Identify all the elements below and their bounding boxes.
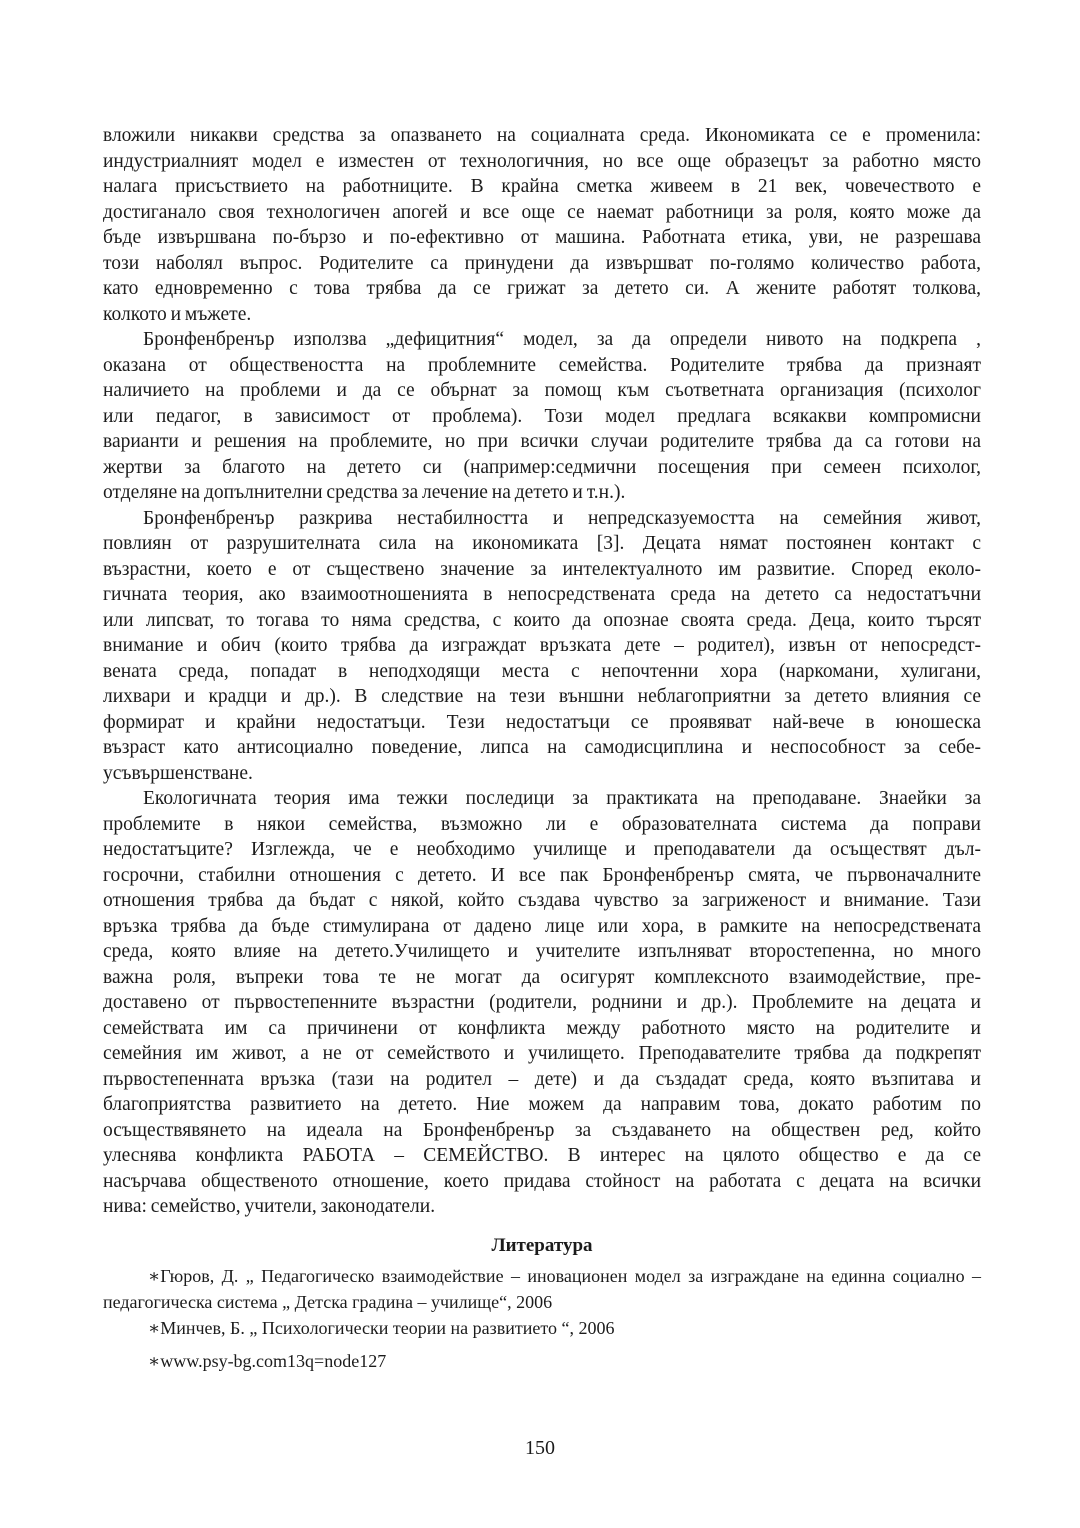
body-line: улеснява конфликта РАБОТА – СЕМЕЙСТВО. В интерес на цялото общество е да се: [103, 1145, 981, 1166]
body-line: Бронфенбренър разкрива нестабилността и непредсказуемостта на семейния живот,: [143, 507, 981, 529]
body-line: повлиян от разрушителната сила на икономиката [3]. Децата нямат постоянен контакт с: [103, 533, 981, 554]
body-line: отношения трябва да бъдат с някой, който създава чувство за загриженост и внимание. Тази: [103, 890, 981, 911]
body-line: проблемите в някои семейства, възможно ли е образователната система да поправи: [103, 813, 981, 835]
body-line: Екологичната теория има тежки последици за практиката на преподаване. Знаейки за: [143, 788, 981, 809]
body-line: колкото и мъжете.: [103, 303, 252, 325]
body-line: усъвършенстване.: [103, 762, 253, 784]
body-line: индустриалният модел е изместен от технологичния, но все още образецът за работно място: [103, 150, 981, 172]
body-line: или педагог, в зависимост от проблема). Този модел предлага всякакви компромисни: [103, 405, 981, 427]
body-line: вложили никакви средства за опазването на социалната среда. Икономиката се е променила:: [103, 125, 981, 146]
body-line: достиганало своя технологичен апогей и все още се наемат работници за роля, която може да: [103, 201, 981, 223]
literature-section: [103, 1233, 981, 1374]
body-text: [103, 123, 981, 1220]
body-line: семействата им са причинени от конфликта между работното място на родителите и: [103, 1017, 981, 1039]
body-line: този наболял въпрос. Родителите са принудени да извършват по-голямо количество работа,: [103, 252, 981, 274]
body-line: внимание и обич (които трябва да изграждат връзката дете – родител), извън от непосредст-: [103, 635, 981, 656]
page-number: 150: [525, 1437, 555, 1459]
body-line: недостатъците? Изглежда, че е необходимо училище и преподаватели да осъществят дъл-: [103, 839, 981, 860]
body-line: отделяне на допълнителни средства за лечение на детето и т.н.).: [103, 482, 626, 503]
body-line: благоприятства развитието на детето. Ние можем да направим това, докато работим по: [103, 1094, 981, 1115]
body-line: като едновременно с това трябва да се грижат за детето си. А жените работят толкова,: [103, 278, 981, 299]
body-line: или липсват, то тогава то няма средства, с които да опознае своята среда. Деца, които търсят: [103, 609, 981, 631]
body-line: възрастни, което е от съществено значение за интелектуалното им развитие. Според еколо-: [103, 558, 981, 580]
body-line: важна роля, въпреки това те не могат да осигурят комплексното взаимодействие, пре-: [103, 966, 981, 988]
body-line: възраст като антисоциално поведение, липса на самодисциплина и неспособност за себе-: [103, 737, 981, 758]
literature-entries: [103, 1263, 981, 1374]
body-line: формират и крайни недостатъци. Тези недостатъци се проявяват най-вече в юношеска: [103, 711, 981, 733]
body-line: доставено от първостепенните възрастни (родители, роднини и др.). Проблемите на децата и: [103, 992, 981, 1013]
body-line: осъществявянето на идеала на Бронфенбренър за създаването на обществен ред, който: [103, 1119, 981, 1141]
body-line: Бронфенбренър използва „дефицитния“ модел, за да определи нивото на подкрепа ,: [143, 329, 981, 350]
body-line: гичната теория, ако взаимоотношенията в непосредствената среда на детето са недостатъчни: [103, 584, 981, 605]
text-block: [103, 123, 981, 1374]
body-line: жертви за благото на детето си (например:седмични посещения при семеен психолог,: [103, 456, 981, 478]
body-line: първостепенната връзка (тази на родител – дете) и да създадат среда, която възпитава и: [103, 1068, 981, 1090]
body-line: лихвари и крадци и др.). В следствие на тези външни неблагоприятни за детето влияния се: [103, 686, 981, 707]
body-line: среда, която влияе на детето.Училището и учителите изпълняват второстепенна, но много: [103, 941, 981, 962]
body-line: госрочни, стабилни отношения с детето. И все пак Бронфенбренър смята, че първоначалните: [103, 864, 981, 886]
body-line: семейния им живот, а не от семейството и училището. Преподавателите трябва да подкрепят: [103, 1043, 981, 1064]
body-line: вената среда, попадат в неподходящи места с непочтенни хора (наркомани, хулигани,: [103, 660, 981, 682]
body-line: връзка трябва да бъде стимулирана от дадено лице или хора, в рамките на непосредствената: [103, 915, 981, 937]
body-line: налага присъствието на работниците. В крайна сметка живеем в 21 век, човечеството е: [103, 176, 981, 197]
body-line: наличието на проблеми и да се обърнат за помощ към съответната организация (психолог: [103, 380, 981, 401]
body-line: оказана от обществеността на проблемните семейства. Родителите трябва да признаят: [103, 354, 981, 376]
body-line: нива: семейство, учители, законодатели.: [103, 1196, 436, 1217]
literature-heading: Литература: [491, 1234, 593, 1256]
literature-line: ∗Минчев, Б. „ Психологически теории на развитието “, 2006: [148, 1317, 615, 1338]
body-line: варианти и решения на проблемите, но при всички случаи родителите трябва да са готови на: [103, 431, 981, 452]
body-line: бъде извършвана по-бързо и по-ефективно от машина. Работната етика, уви, не разрешава: [103, 227, 981, 248]
body-line: насърчава общественото отношение, което придава стойност на работата с децата на всички: [103, 1170, 981, 1192]
literature-line: ∗Гюров, Д. „ Педагогическо взаимодействие – иновационен модел за изграждане на единна социално –: [148, 1265, 981, 1286]
literature-line: ∗www.psy-bg.com13q=node127: [148, 1350, 387, 1371]
literature-line: педагогическа система „ Детска градина – училище“, 2006: [103, 1291, 553, 1312]
